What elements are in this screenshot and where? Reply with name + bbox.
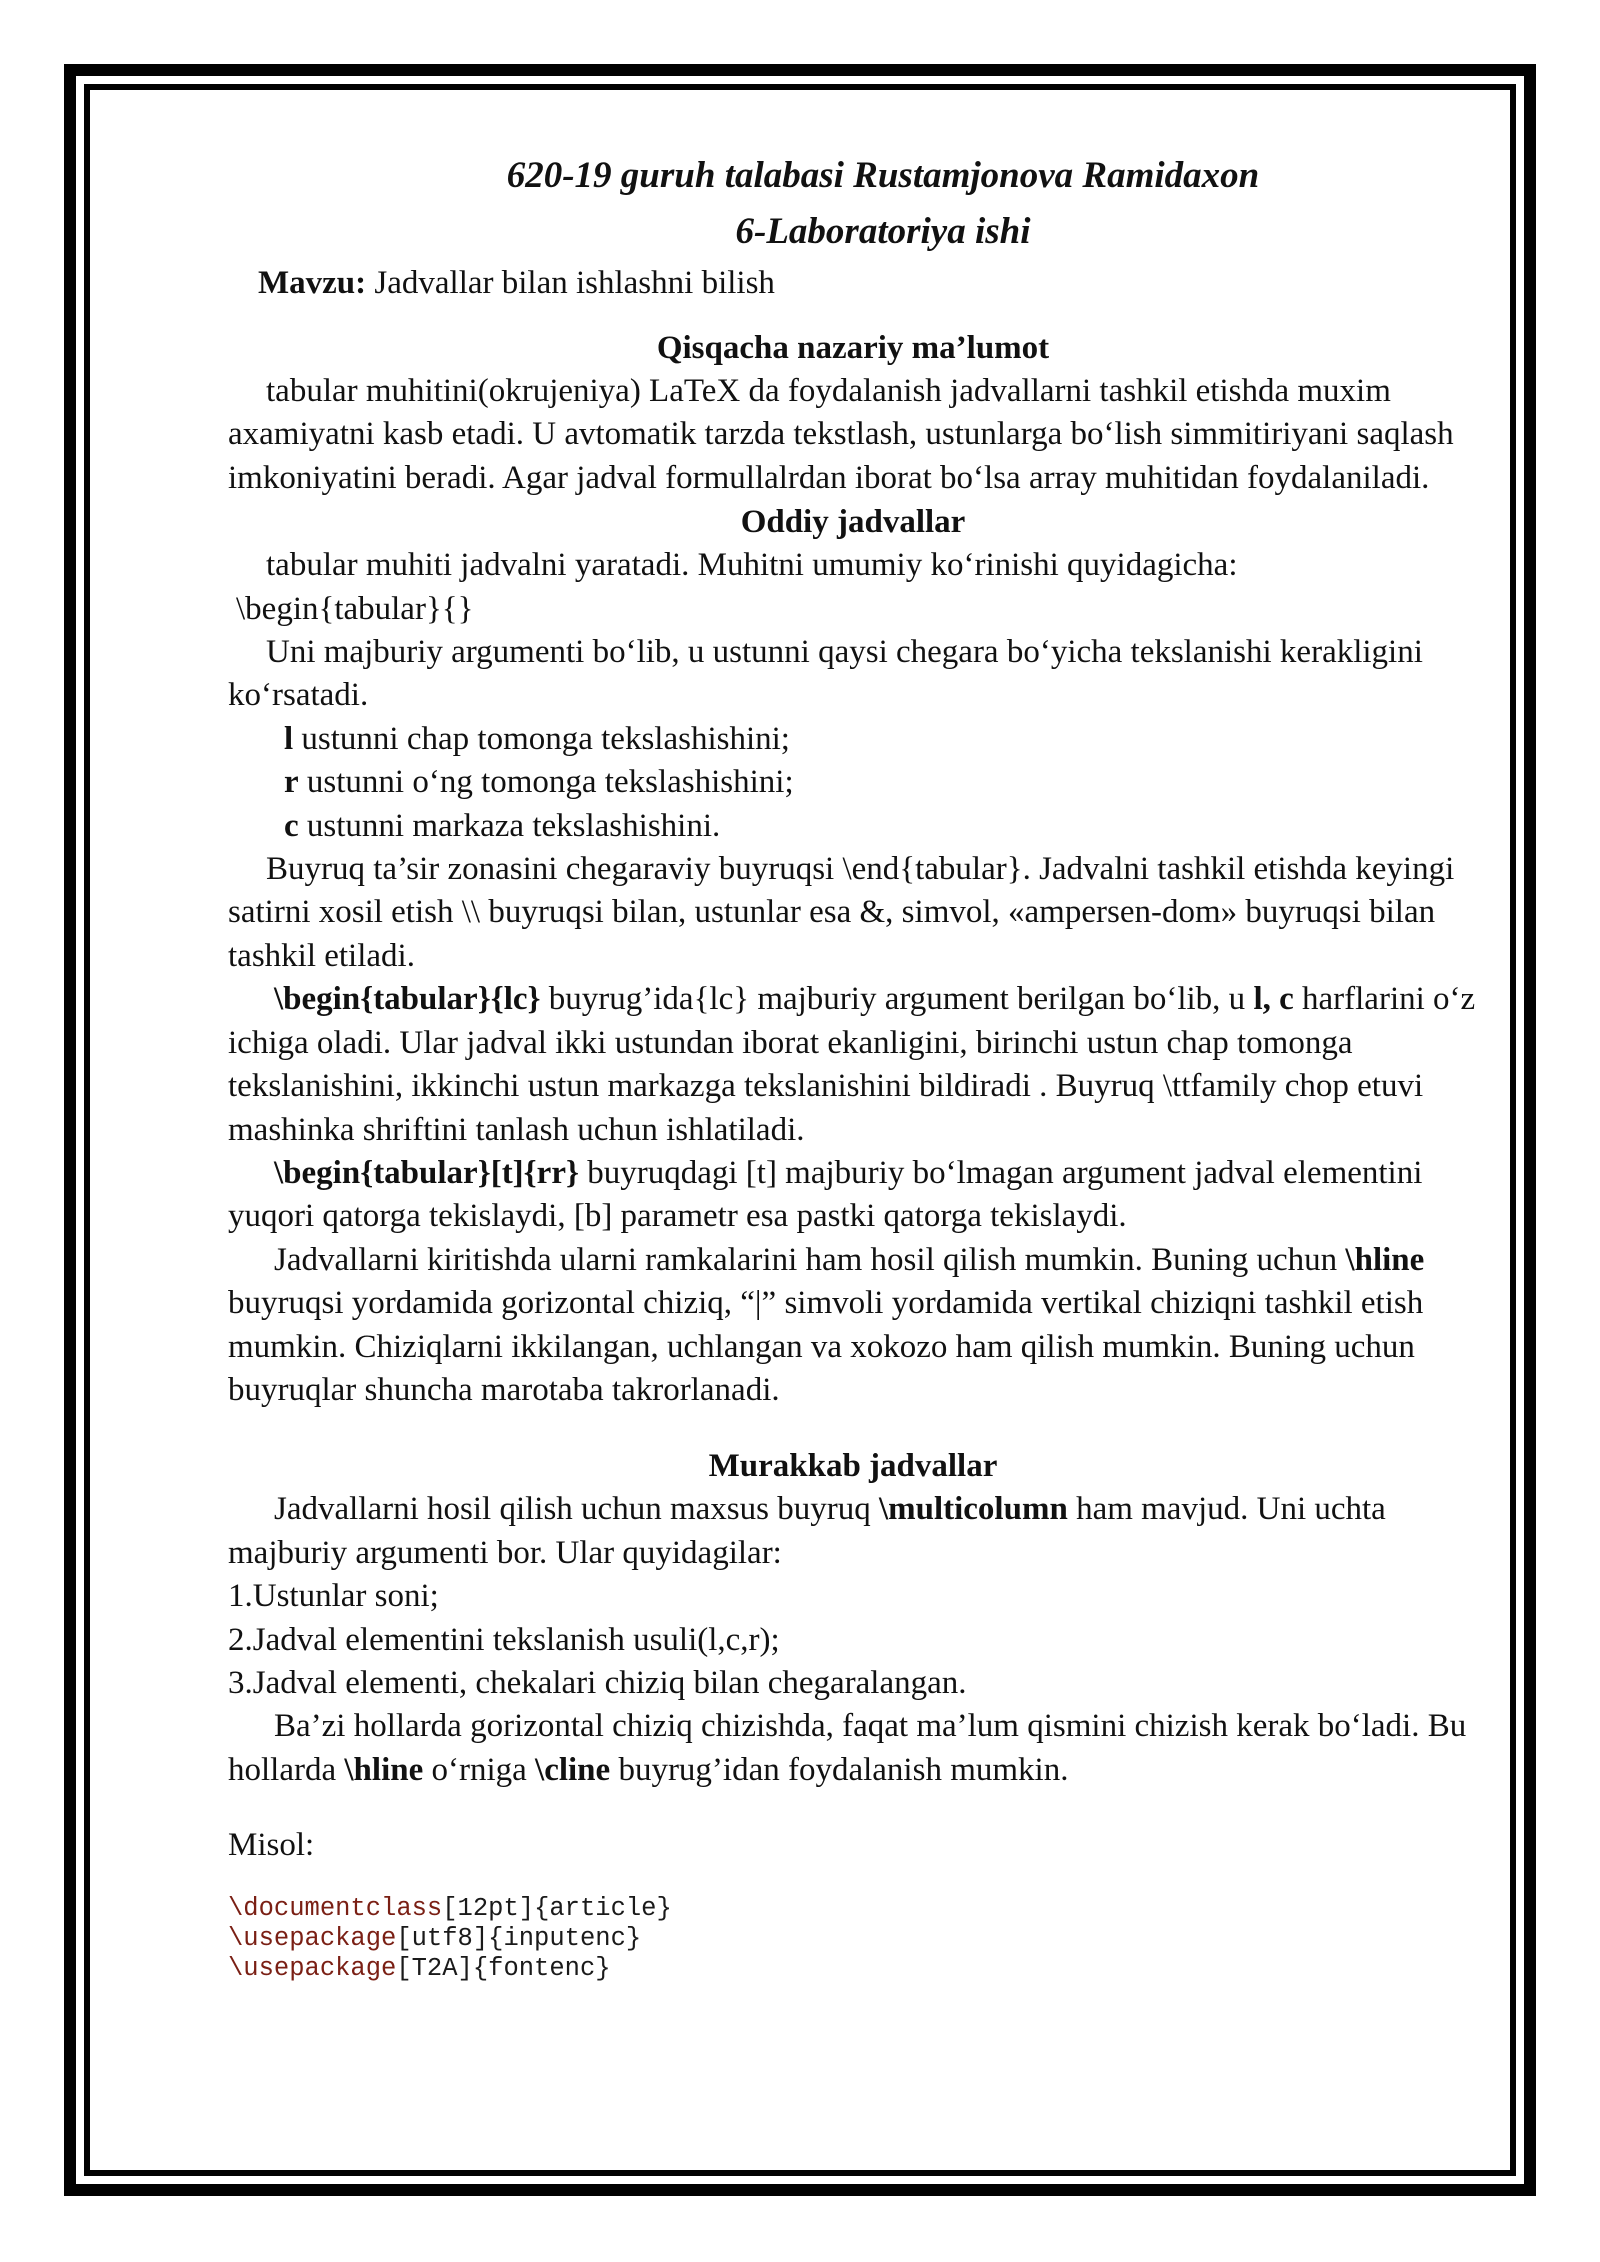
list-item-text: ustunni o‘ng tomonga tekslashishini; <box>298 764 794 801</box>
example-label: Misol: <box>228 1827 315 1864</box>
section-heading-complex-tables: Murakkab jadvallar <box>708 1448 998 1485</box>
inline-code-bold: \multicolumn <box>878 1491 1068 1528</box>
paragraph-text: o‘rniga <box>423 1751 536 1788</box>
spacer <box>228 1412 1478 1444</box>
inline-code-bold: \hline <box>344 1751 424 1788</box>
code-argument: [T2A]{fontenc} <box>396 1953 611 1983</box>
multicolumn-args-list <box>228 1575 1478 1705</box>
code-block <box>228 1894 1478 1984</box>
document-body <box>228 148 1478 1984</box>
list-item-key: l <box>284 720 294 757</box>
simple-tables-paragraph-1: tabular muhiti jadvalni yaratadi. Muhitni umumiy ko‘rinishi quyidagicha: <box>266 547 1238 584</box>
code-line <box>228 1924 1478 1954</box>
topic-line <box>258 260 1478 306</box>
code-command: \usepackage <box>228 1923 397 1953</box>
paragraph-text: Ba’zi hollarda gorizontal chiziq chizishda, faqat ma’lum qismini chizish kerak bo‘ladi. Bu hollarda <box>228 1708 1467 1788</box>
inline-bold: l, c <box>1253 981 1294 1018</box>
topic-label: Mavzu: <box>258 265 367 301</box>
topic-text: Jadvallar bilan ishlashni bilish <box>374 265 775 301</box>
code-command: \documentclass <box>228 1893 443 1923</box>
spacer <box>228 1792 1478 1824</box>
simple-tables-paragraph-3: Buyruq ta’sir zonasini chegaraviy buyruqsi \end{tabular}. Jadvalni tashkil etishda keyingi satirni xosil etish \\ buyruqsi bilan, ustunlar esa &, simvol, «ampersen-dom» buyruqsi bilan tashkil etiladi. <box>228 851 1455 974</box>
list-item-text: ustunni chap tomonga tekslashishini; <box>293 720 790 757</box>
paragraph-text: Jadvallarni hosil qilish uchun maxsus buyruq <box>274 1491 879 1528</box>
simple-tables-paragraph-6 <box>228 1239 1478 1413</box>
list-item: 3.Jadval elementi, chekalari chiziq bilan chegaralangan. <box>228 1664 967 1701</box>
section-heading-theory: Qisqacha nazariy ma’lumot <box>656 330 1050 366</box>
simple-tables-paragraph-5 <box>228 1152 1478 1239</box>
inline-code-bold: \hline <box>1345 1241 1425 1278</box>
complex-tables-paragraph-2 <box>228 1705 1478 1792</box>
list-item-text: ustunni markaza tekslashishini. <box>298 807 721 844</box>
code-command: \usepackage <box>228 1953 397 1983</box>
paragraph-text: buyruqdagi [t] majburiy bo‘lmagan argument jadval elementini yuqori qatorga tekislaydi, [b] parametr esa pastki qatorga tekislaydi. <box>228 1154 1423 1235</box>
paragraph-text: buyrug’idan foydalanish mumkin. <box>610 1751 1069 1788</box>
paragraph-text: harflarini o‘z ichiga oladi. Ular jadval ikki ustundan iborat ekanligini, birinchi ustun chap tomonga tekslanishini, ikkinchi ustun markazga tekslanishini bildiradi . Buyruq \ttfamily chop etuvi mashinka shriftini tanlash uchun ishlatiladi. <box>228 981 1476 1148</box>
paragraph-text: ham mavjud. Uni uchta majburiy argumenti bor. Ular quyidagilar: <box>228 1491 1386 1571</box>
code-argument: [utf8]{inputenc} <box>396 1923 642 1953</box>
title-line-1: 620-19 guruh talabasi Rustamjonova Ramidaxon <box>506 155 1260 196</box>
title-line-2: 6-Laboratoriya ishi <box>735 211 1031 252</box>
list-item-key: c <box>284 807 299 844</box>
complex-tables-paragraph-1 <box>228 1488 1478 1575</box>
code-line <box>228 1894 1478 1924</box>
theory-paragraph: tabular muhitini(okrujeniya) LaTeX da foydalanish jadvallarni tashkil etishda muxim axamiyatni kasb etadi. U avtomatik tarzda tekstlash, ustunlarga bo‘lish simmitiriyani saqlash imkoniyatini beradi. Agar jadval formullalrdan iborat bo‘lsa array muhitidan foydalaniladi. <box>228 373 1454 496</box>
paragraph-text: buyruqsi yordamida gorizontal chiziq, “|” simvoli yordamida vertikal chiziqni tashkil etish mumkin. Chiziqlarni ikkilangan, uchlangan va xokozo ham qilish mumkin. Buning uchun buyruqlar shuncha marotaba takrorlanadi. <box>228 1285 1424 1408</box>
list-item <box>284 718 1478 761</box>
section-heading-simple-tables: Oddiy jadvallar <box>740 504 966 541</box>
list-item: 1.Ustunlar soni; <box>228 1578 439 1615</box>
inline-code-bold: \begin{tabular}{lc} <box>274 981 541 1018</box>
document-title <box>288 148 1478 260</box>
code-line <box>228 1954 1478 1984</box>
list-item-key: r <box>284 764 299 801</box>
paragraph-text: buyrug’ida{lc} majburiy argument berilgan bo‘lib, u <box>540 981 1254 1018</box>
begin-tabular-code: \begin{tabular}{} <box>236 590 474 627</box>
code-argument: [12pt]{article} <box>442 1893 672 1923</box>
list-item <box>284 805 1478 848</box>
simple-tables-paragraph-2: Uni majburiy argumenti bo‘lib, u ustunni qaysi chegara bo‘yicha tekslanishi kerakligini ko‘rsatadi. <box>228 634 1423 714</box>
inline-code-bold: \cline <box>535 1751 611 1788</box>
list-item: 2.Jadval elementini tekslanish usuli(l,c,r); <box>228 1621 780 1658</box>
inline-code-bold: \begin{tabular}[t]{rr} <box>274 1154 579 1191</box>
list-item <box>284 761 1478 804</box>
paragraph-text: Jadvallarni kiritishda ularni ramkalarini ham hosil qilish mumkin. Buning uchun <box>274 1241 1346 1278</box>
simple-tables-paragraph-4 <box>228 978 1478 1152</box>
alignment-list <box>228 718 1478 848</box>
